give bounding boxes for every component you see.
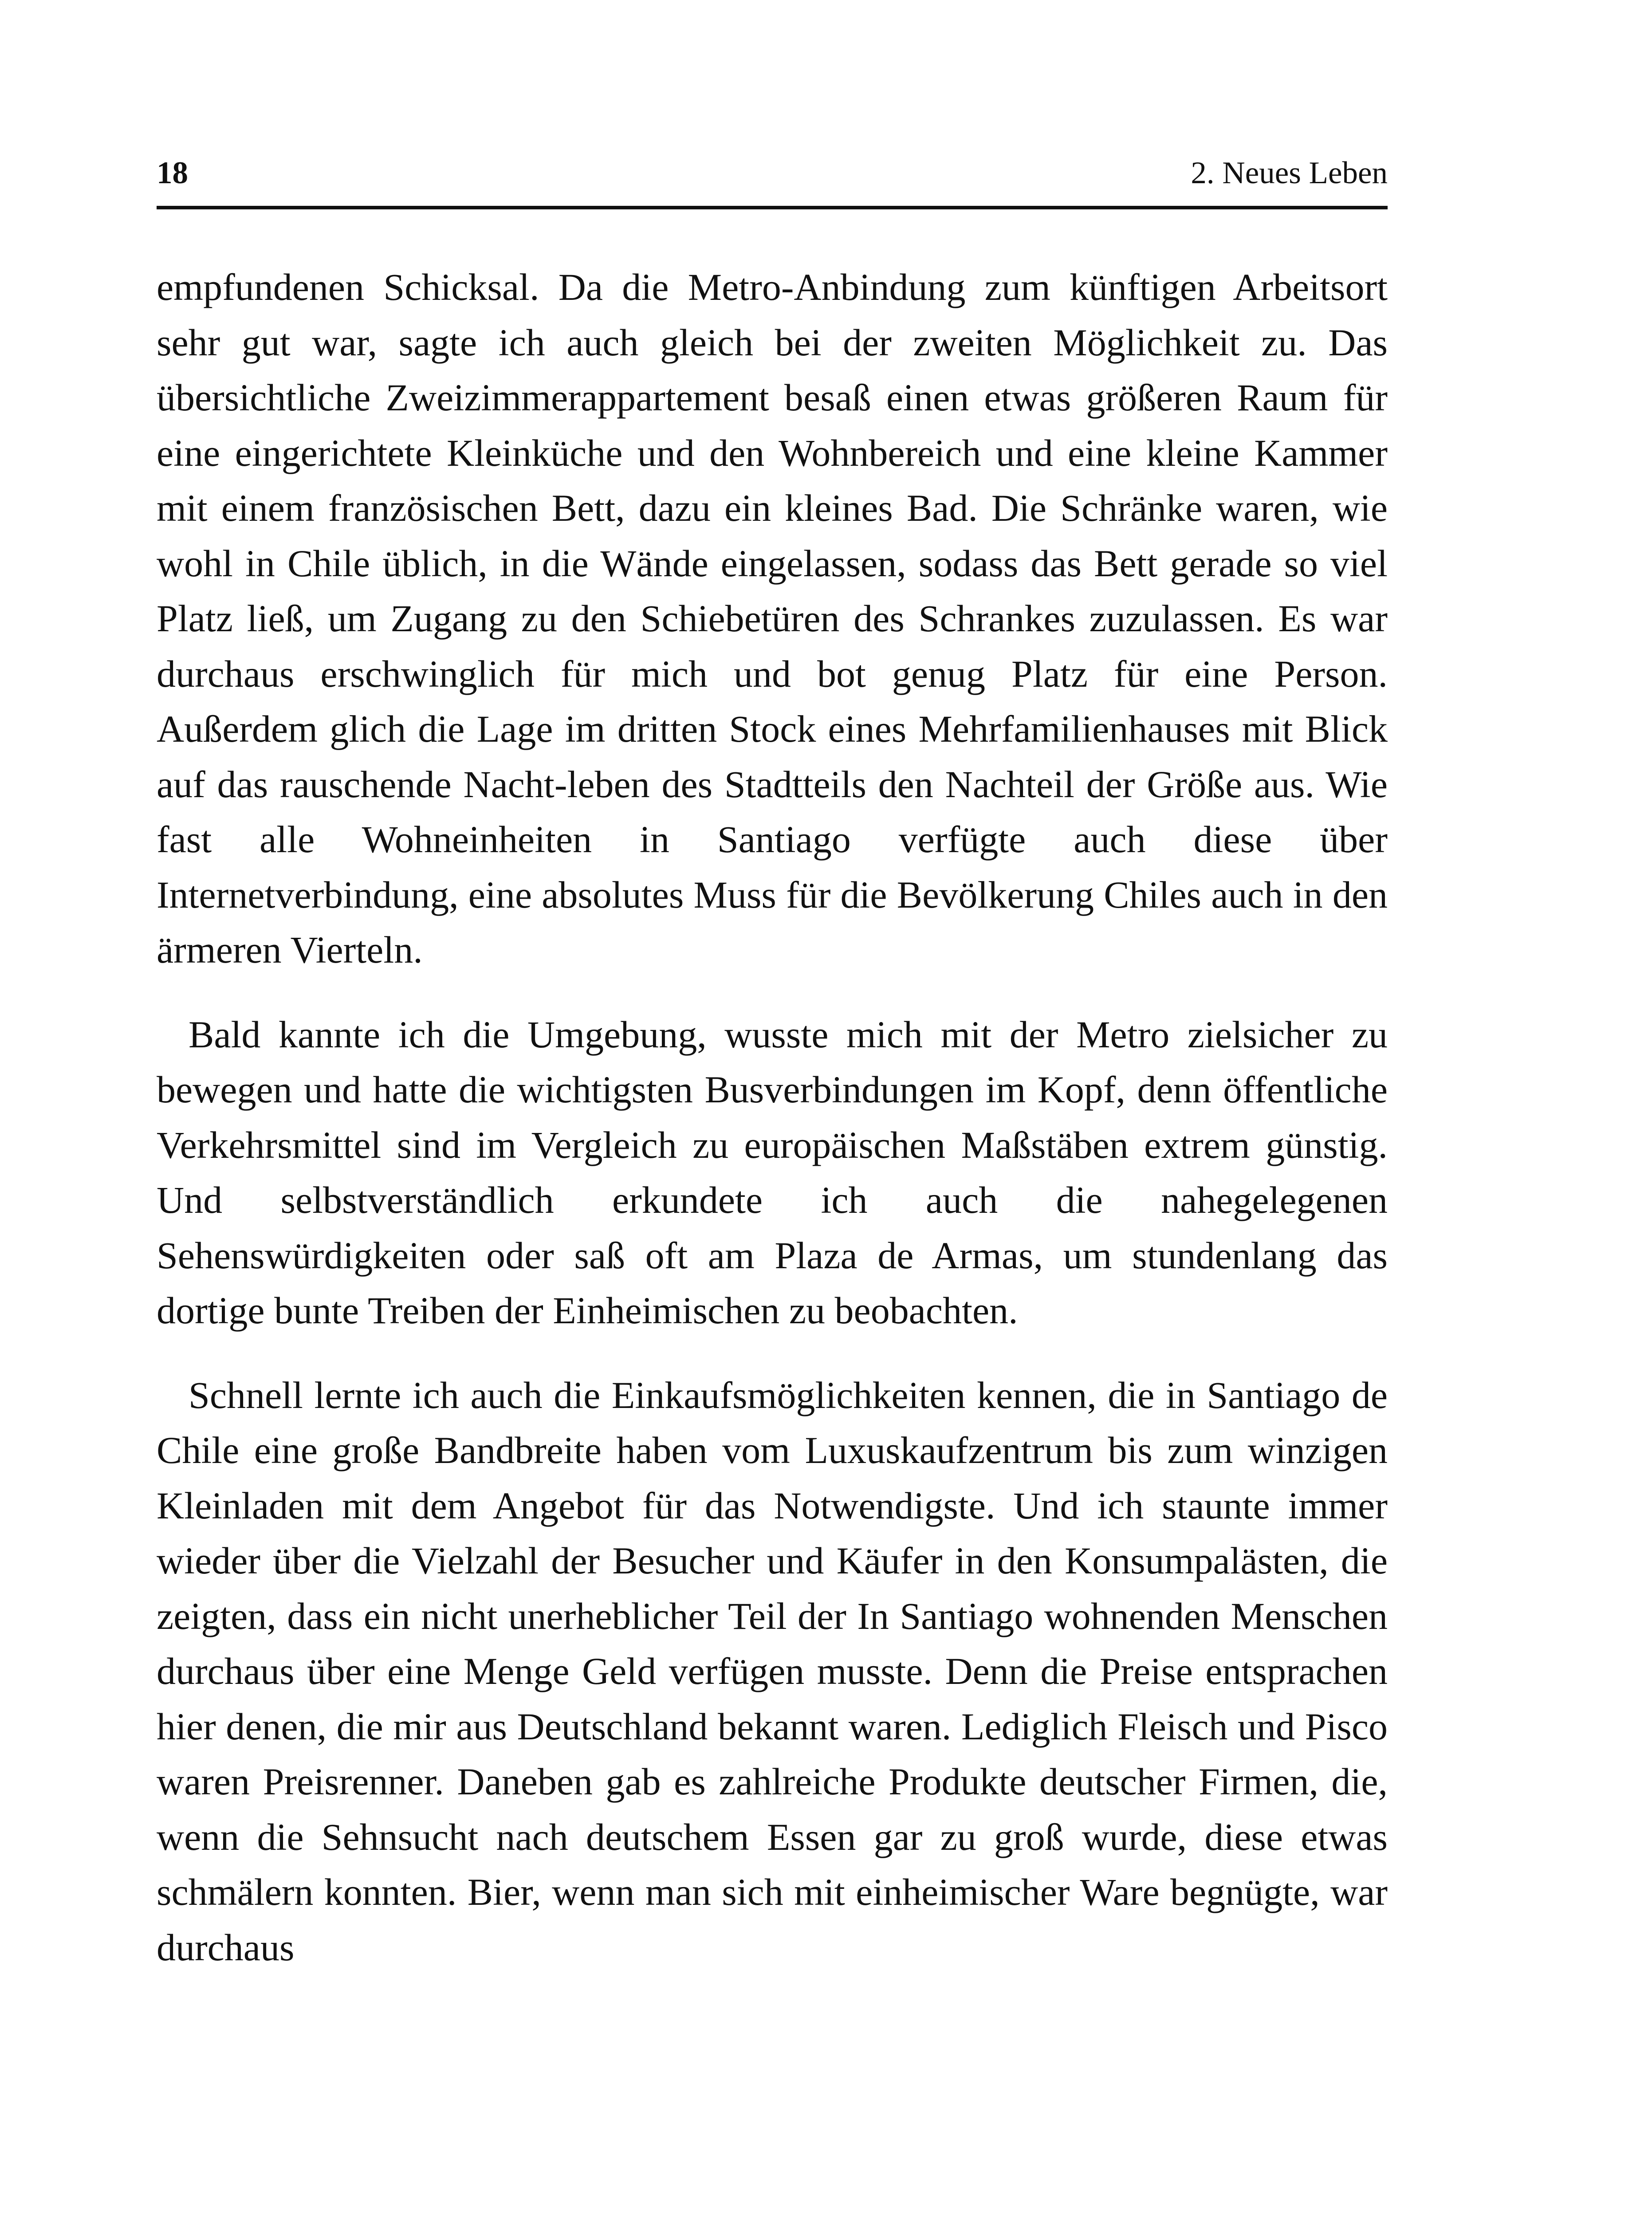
paragraph-1: empfundenen Schicksal. Da die Metro-Anbindung zum künftigen Arbeitsort sehr gut war, sagte ich auch gleich bei der zweiten Möglichkeit zu. Das übersichtliche Zweizimmerappartement besaß einen etwas größeren Raum für eine eingerichtete Kleinküche und den Wohnbereich und eine kleine Kammer mit einem französischen Bett, dazu ein kleines Bad. Die Schränke waren, wie wohl in Chile üblich, in die Wände eingelassen, sodass das Bett gerade so viel Platz ließ, um Zugang zu den Schiebetüren des Schrankes zuzulassen. Es war durchaus erschwinglich für mich und bot genug Platz für eine Person. Außerdem glich die Lage im dritten Stock eines Mehrfamilienhauses mit Blick auf das rauschende Nacht-leben des Stadtteils den Nachteil der Größe aus. Wie fast alle Wohneinheiten in Santiago verfügte auch diese über Internetverbindung, eine absolutes Muss für die Bevölkerung Chiles auch in den ärmeren Vierteln.	[157, 266, 1388, 971]
header-rule	[157, 206, 1388, 209]
paragraph-2: Bald kannte ich die Umgebung, wusste mich mit der Metro zielsicher zu bewegen und hatte die wichtigsten Busverbindungen im Kopf, denn öffentliche Verkehrsmittel sind im Vergleich zu europäischen Maßstäben extrem günstig. Und selbstverständlich erkundete ich auch die nahegelegenen Sehenswürdigkeiten oder saß oft am Plaza de Armas, um stundenlang das dortige bunte Treiben der Einheimischen zu beobachten.	[157, 1013, 1388, 1332]
paragraph-3: Schnell lernte ich auch die Einkaufsmöglichkeiten kennen, die in Santiago de Chile eine große Bandbreite haben vom Luxuskaufzentrum bis zum winzigen Kleinladen mit dem Angebot für das Notwendigste. Und ich staunte immer wieder über die Vielzahl der Besucher und Käufer in den Konsumpalästen, die zeigten, dass ein nicht unerheblicher Teil der In Santiago wohnenden Menschen durchaus über eine Menge Geld verfügen musste. Denn die Preise entsprachen hier denen, die mir aus Deutschland bekannt waren. Lediglich Fleisch und Pisco waren Preisrenner. Daneben gab es zahlreiche Produkte deutscher Firmen, die, wenn die Sehnsucht nach deutschem Essen gar zu groß wurde, diese etwas schmälern konnten. Bier, wenn man sich mit einheimischer Ware begnügte, war durchaus	[157, 1373, 1388, 1969]
body-text	[157, 260, 1388, 1975]
page-number: 18	[157, 156, 188, 190]
page-header	[157, 151, 1388, 195]
running-title: 2. Neues Leben	[1191, 156, 1388, 190]
